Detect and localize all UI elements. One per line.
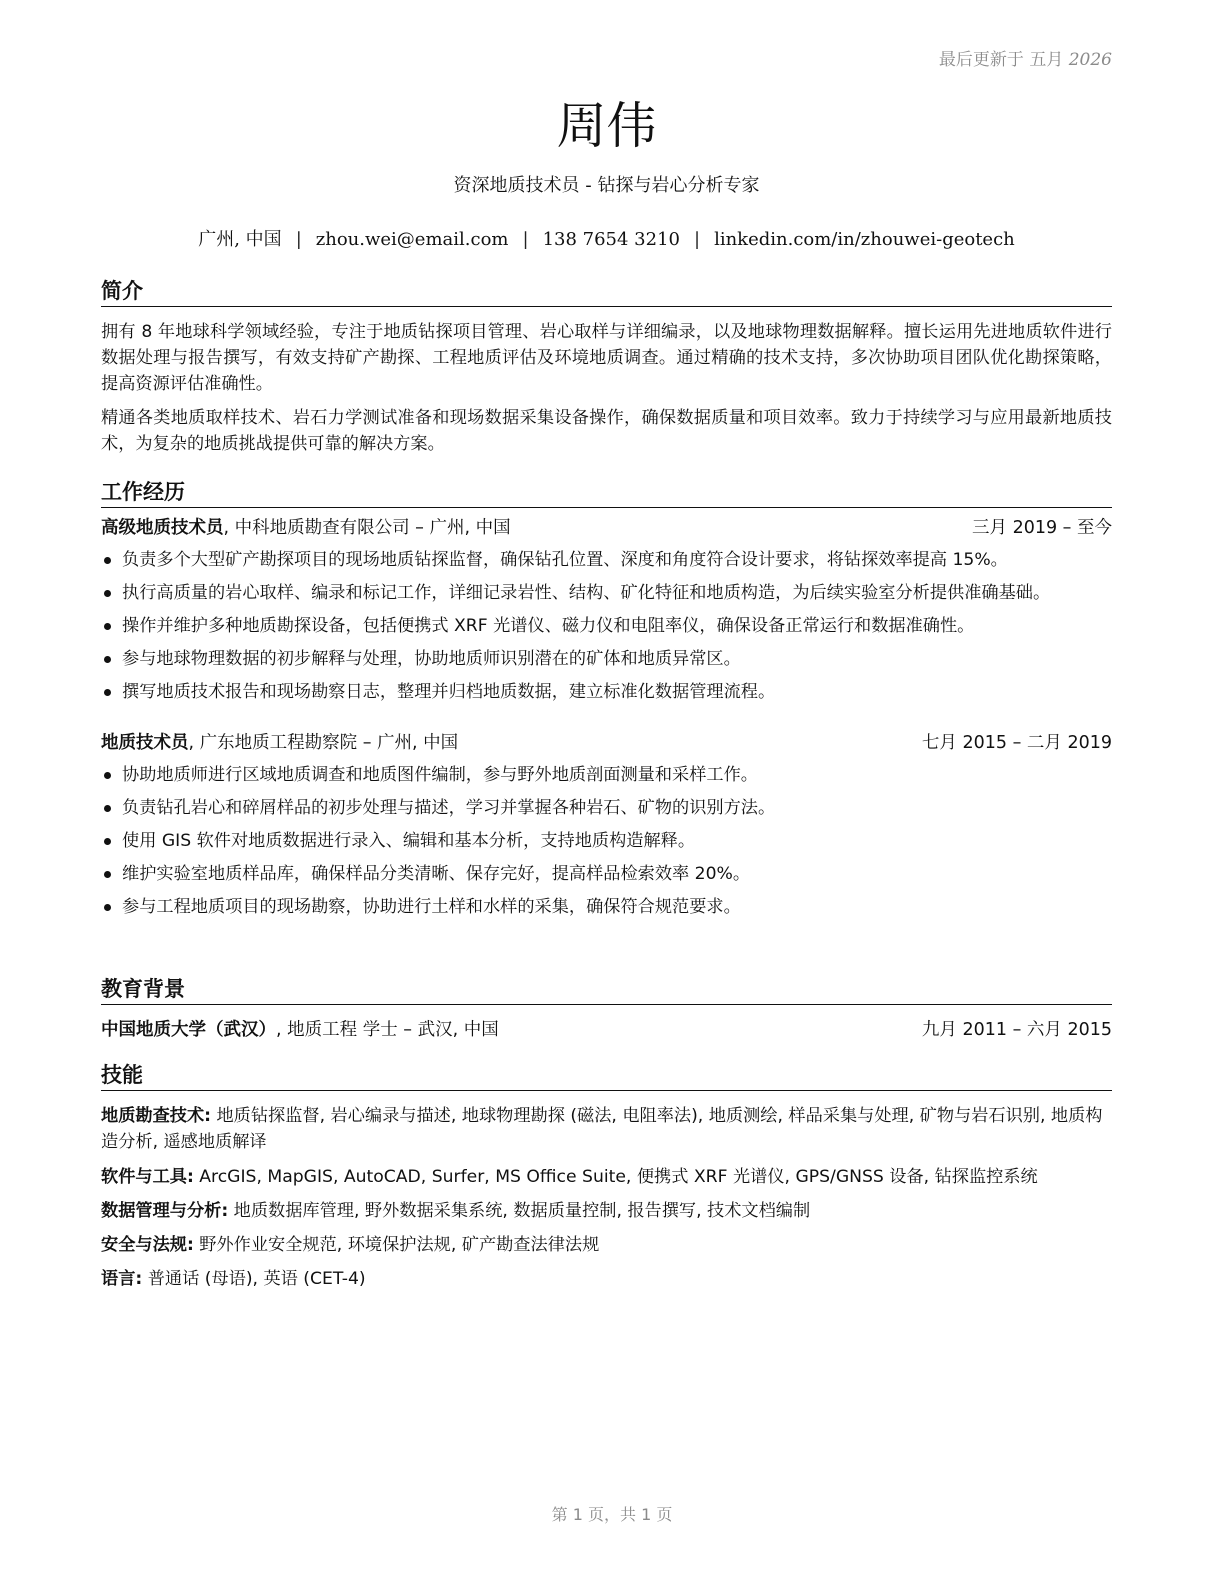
job-bullet xyxy=(101,646,1112,672)
job-bullet xyxy=(101,762,1112,788)
job-entry xyxy=(101,515,1112,705)
experience-section xyxy=(101,479,1112,920)
last-updated-year: 2026 xyxy=(1068,50,1112,70)
section-title-experience: 工作经历 xyxy=(101,479,1112,508)
contact-phone: 138 7654 3210 xyxy=(542,229,680,250)
job-dates: 三月 2019 – 至今 xyxy=(972,518,1112,538)
job-bullet xyxy=(101,894,1112,920)
skill-value: 地质数据库管理, 野外数据采集系统, 数据质量控制, 报告撰写, 技术文档编制 xyxy=(228,1201,811,1221)
skill-row xyxy=(101,1266,1112,1292)
section-title-education: 教育背景 xyxy=(101,976,1112,1005)
job-role: 高级地质技术员 xyxy=(101,518,224,538)
contact-separator: | xyxy=(295,229,302,250)
job-bullet-text: 撰写地质技术报告和现场勘察日志，整理并归档地质数据，建立标准化数据管理流程。 xyxy=(122,682,776,702)
job-bullet-text: 维护实验室地质样品库，确保样品分类清晰、保存完好，提高样品检索效率 20%。 xyxy=(122,864,751,884)
job-bullet-text: 负责多个大型矿产勘探项目的现场地质钻探监督，确保钻孔位置、深度和角度符合设计要求，将钻探效率提高 15%。 xyxy=(122,550,1008,570)
job-org: , 广东地质工程勘察院 – 广州, 中国 xyxy=(188,733,459,753)
contact-line xyxy=(101,225,1112,251)
skill-row xyxy=(101,1198,1112,1224)
skill-label: 安全与法规: xyxy=(101,1235,194,1255)
last-updated-prefix: 最后更新于 五月 xyxy=(938,50,1064,70)
summary-section xyxy=(101,278,1112,457)
contact-linkedin[interactable]: linkedin.com/in/zhouwei-geotech xyxy=(714,229,1015,250)
skill-label: 软件与工具: xyxy=(101,1167,194,1187)
skill-label: 地质勘查技术: xyxy=(101,1106,211,1126)
job-bullet-text: 执行高质量的岩心取样、编录和标记工作，详细记录岩性、结构、矿化特征和地质构造，为后续实验室分析提供准确基础。 xyxy=(122,583,1051,603)
education-detail: , 地质工程 学士 – 武汉, 中国 xyxy=(276,1020,499,1040)
skill-value: 地质钻探监督, 岩心编录与描述, 地球物理勘探 (磁法, 电阻率法), 地质测绘, 样品采集与处理, 矿物与岩石识别, 地质构造分析, 遥感地质解译 xyxy=(101,1106,1103,1152)
job-header xyxy=(101,515,1112,541)
education-dates: 九月 2011 – 六月 2015 xyxy=(921,1020,1112,1040)
job-bullets xyxy=(101,547,1112,705)
job-header xyxy=(101,730,1112,756)
bullet-icon xyxy=(104,772,111,779)
job-bullet xyxy=(101,613,1112,639)
skill-row xyxy=(101,1164,1112,1190)
job-bullets xyxy=(101,762,1112,920)
skill-row xyxy=(101,1232,1112,1258)
job-dates: 七月 2015 – 二月 2019 xyxy=(921,733,1112,753)
skills-section xyxy=(101,1062,1112,1292)
bullet-icon xyxy=(104,904,111,911)
job-bullet-text: 使用 GIS 软件对地质数据进行录入、编辑和基本分析，支持地质构造解释。 xyxy=(122,831,696,851)
page-number: 第 1 页，共 1 页 xyxy=(551,1505,673,1524)
contact-separator: | xyxy=(693,229,701,250)
contact-separator: | xyxy=(522,229,529,250)
contact-email[interactable]: zhou.wei@email.com xyxy=(315,229,509,250)
skill-value: 普通话 (母语), 英语 (CET-4) xyxy=(142,1269,366,1289)
summary-paragraph-1: 拥有 8 年地球科学领域经验，专注于地质钻探项目管理、岩心取样与详细编录，以及地球物理数据解释。擅长运用先进地质软件进行数据处理与报告撰写，有效支持矿产勘探、工程地质评估及环境地质调查。通过精确的技术支持，多次协助项目团队优化勘探策略，提高资源评估准确性。 xyxy=(101,322,1112,394)
job-bullet-text: 操作并维护多种地质勘探设备，包括便携式 XRF 光谱仪、磁力仪和电阻率仪，确保设备正常运行和数据准确性。 xyxy=(122,616,975,636)
bullet-icon xyxy=(104,689,111,696)
job-bullet-text: 参与地球物理数据的初步解释与处理，协助地质师识别潜在的矿体和地质异常区。 xyxy=(122,649,741,669)
bullet-icon xyxy=(104,871,111,878)
skill-value: 野外作业安全规范, 环境保护法规, 矿产勘查法律法规 xyxy=(193,1235,600,1255)
job-bullet xyxy=(101,580,1112,606)
headline: 资深地质技术员 - 钻探与岩心分析专家 xyxy=(453,175,760,196)
skill-row xyxy=(101,1103,1112,1155)
contact-location: 广州, 中国 xyxy=(198,229,282,250)
job-role: 地质技术员 xyxy=(101,733,189,753)
job-bullet xyxy=(101,679,1112,705)
skill-value: ArcGIS, MapGIS, AutoCAD, Surfer, MS Office Suite, 便携式 XRF 光谱仪, GPS/GNSS 设备, 钻探监控系统 xyxy=(193,1167,1038,1187)
section-title-summary: 简介 xyxy=(101,278,1112,307)
candidate-name: 周伟 xyxy=(556,97,657,155)
job-bullet xyxy=(101,861,1112,887)
last-updated xyxy=(939,45,1112,70)
job-org: , 中科地质勘查有限公司 – 广州, 中国 xyxy=(223,518,511,538)
education-section xyxy=(101,976,1112,1043)
education-entry xyxy=(101,1017,1112,1043)
bullet-icon xyxy=(104,590,111,597)
bullet-icon xyxy=(104,656,111,663)
bullet-icon xyxy=(104,838,111,845)
job-bullet xyxy=(101,795,1112,821)
job-bullet-text: 负责钻孔岩心和碎屑样品的初步处理与描述，学习并掌握各种岩石、矿物的识别方法。 xyxy=(122,798,776,818)
job-bullet-text: 参与工程地质项目的现场勘察，协助进行土样和水样的采集，确保符合规范要求。 xyxy=(122,897,741,917)
job-bullet-text: 协助地质师进行区域地质调查和地质图件编制，参与野外地质剖面测量和采样工作。 xyxy=(122,765,758,785)
skill-label: 语言: xyxy=(101,1269,143,1289)
job-entry xyxy=(101,730,1112,920)
summary-paragraph-2: 精通各类地质取样技术、岩石力学测试准备和现场数据采集设备操作，确保数据质量和项目效率。致力于持续学习与应用最新地质技术，为复杂的地质挑战提供可靠的解决方案。 xyxy=(101,408,1112,454)
bullet-icon xyxy=(104,623,111,630)
job-bullet xyxy=(101,547,1112,573)
section-title-skills: 技能 xyxy=(101,1062,1112,1091)
job-bullet xyxy=(101,828,1112,854)
skill-label: 数据管理与分析: xyxy=(101,1201,229,1221)
education-school: 中国地质大学（武汉） xyxy=(101,1020,276,1040)
bullet-icon xyxy=(104,805,111,812)
bullet-icon xyxy=(104,557,111,564)
